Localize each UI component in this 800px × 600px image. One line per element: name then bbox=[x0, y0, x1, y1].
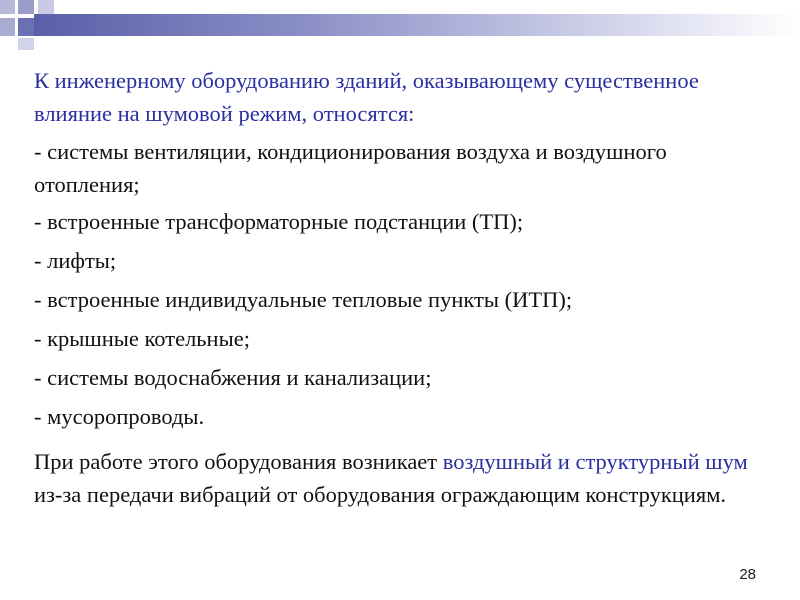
decorative-square bbox=[38, 0, 54, 14]
equipment-list bbox=[34, 135, 774, 433]
decorative-square bbox=[18, 0, 34, 14]
list-item: - системы водоснабжения и канализации; bbox=[34, 365, 432, 390]
decorative-square bbox=[0, 18, 15, 36]
intro-paragraph: К инженерному оборудованию зданий, оказывающему существенное влияние на шумовой режим, относятся: bbox=[34, 68, 699, 126]
list-item: - системы вентиляции, кондиционирования воздуха и воздушного отопления; bbox=[34, 139, 667, 197]
page-number: 28 bbox=[739, 566, 756, 583]
header-gradient-bar bbox=[34, 14, 800, 36]
list-item: - мусоропроводы. bbox=[34, 404, 205, 429]
conclusion-text-start: При работе этого оборудования возникает bbox=[34, 449, 443, 474]
list-item: - лифты; bbox=[34, 248, 117, 273]
list-item: - встроенные индивидуальные тепловые пункты (ИТП); bbox=[34, 287, 573, 312]
conclusion-highlight: воздушный и структурный шум bbox=[442, 449, 748, 474]
list-item: - крышные котельные; bbox=[34, 326, 250, 351]
decorative-square bbox=[18, 38, 34, 50]
conclusion-paragraph bbox=[34, 445, 774, 511]
decorative-square bbox=[18, 18, 34, 36]
slide-body bbox=[34, 64, 774, 511]
list-item: - встроенные трансформаторные подстанции (ТП); bbox=[34, 209, 524, 234]
decorative-square bbox=[0, 0, 15, 14]
conclusion-text-end: из-за передачи вибраций от оборудования ограждающим конструкциям. bbox=[34, 482, 727, 507]
